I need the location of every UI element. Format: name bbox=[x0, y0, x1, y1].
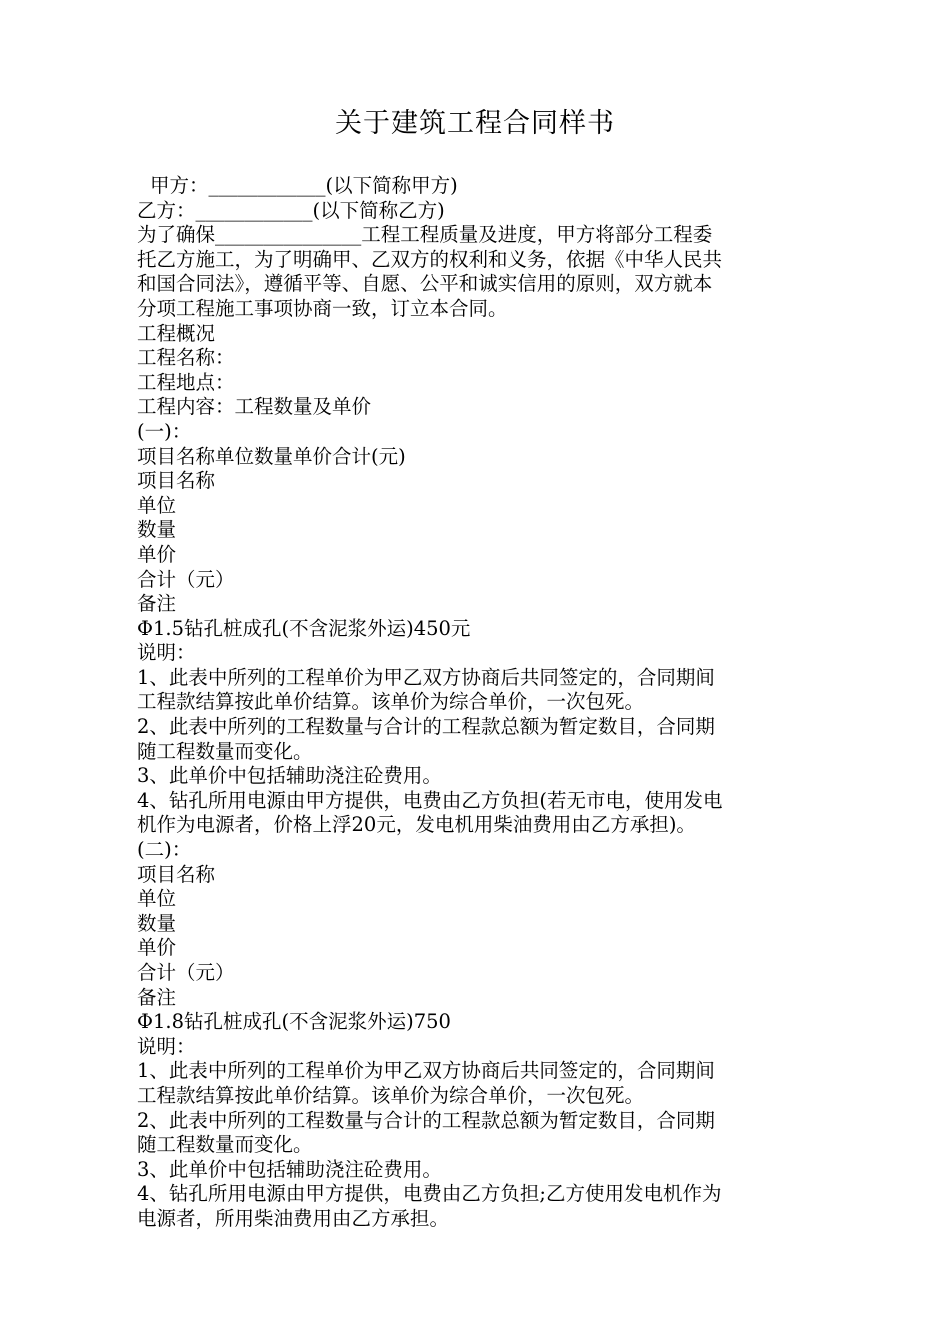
document-title: 关于建筑工程合同样书 bbox=[335, 108, 615, 139]
table-col-total: 合计（元） bbox=[137, 961, 235, 984]
note-3: 3、此单价中包括辅助浇注砼费用。 bbox=[137, 1157, 442, 1181]
table-col-quantity: 数量 bbox=[137, 518, 177, 542]
note-4-line-2: 电源者，所用柴油费用由乙方承担。 bbox=[137, 1206, 450, 1230]
project-name-field: 工程名称： bbox=[137, 346, 235, 370]
note-2-line-2: 随工程数量而变化。 bbox=[137, 1133, 313, 1157]
table-row-item-two: Φ1.8钻孔桩成孔(不含泥浆外运)750 bbox=[137, 1010, 451, 1034]
preamble-line-1: 为了确保_______________工程工程质量及进度，甲方将部分工程委 bbox=[137, 223, 713, 247]
note-2-line-1: 2、此表中所列的工程数量与合计的工程款总额为暂定数目，合同期 bbox=[137, 1108, 715, 1132]
table-row-item-one: Φ1.5钻孔桩成孔(不含泥浆外运)450元 bbox=[137, 616, 471, 640]
preamble-line-2: 托乙方施工，为了明确甲、乙双方的权利和义务，依据《中华人民共 bbox=[137, 247, 723, 271]
project-location-field: 工程地点： bbox=[137, 370, 235, 394]
party-b-line: 乙方：____________(以下简称乙方) bbox=[137, 198, 445, 222]
note-2-line-1: 2、此表中所列的工程数量与合计的工程款总额为暂定数目，合同期 bbox=[137, 715, 715, 739]
note-4-line-1: 4、钻孔所用电源由甲方提供，电费由乙方负担;乙方使用发电机作为 bbox=[137, 1182, 722, 1206]
note-1-line-2: 工程款结算按此单价结算。该单价为综合单价，一次包死。 bbox=[137, 1083, 645, 1107]
note-1-line-1: 1、此表中所列的工程单价为甲乙双方协商后共同签定的，合同期间 bbox=[137, 1059, 715, 1083]
table-col-unit-price: 单价 bbox=[137, 542, 177, 566]
section-heading-overview: 工程概况 bbox=[137, 321, 216, 345]
note-4-line-2: 机作为电源者，价格上浮20元，发电机用柴油费用由乙方承担)。 bbox=[137, 813, 696, 837]
table-col-remarks: 备注 bbox=[137, 985, 177, 1009]
table-header-combined: 项目名称单位数量单价合计(元) bbox=[137, 444, 406, 468]
item-two-heading: (二)： bbox=[137, 838, 192, 862]
project-content-field: 工程内容：工程数量及单价 bbox=[137, 395, 372, 419]
table-col-quantity: 数量 bbox=[137, 911, 177, 935]
party-a-line: 甲方：____________(以下简称甲方) bbox=[150, 174, 458, 197]
preamble-line-3: 和国合同法》，遵循平等、自愿、公平和诚实信用的原则，双方就本 bbox=[137, 272, 713, 296]
table-col-unit: 单位 bbox=[137, 493, 177, 517]
notes-heading: 说明： bbox=[137, 641, 196, 665]
table-col-total: 合计（元） bbox=[137, 567, 235, 591]
note-1-line-1: 1、此表中所列的工程单价为甲乙双方协商后共同签定的，合同期间 bbox=[137, 665, 715, 689]
table-col-item-name: 项目名称 bbox=[137, 862, 216, 886]
preamble-line-4: 分项工程施工事项协商一致，订立本合同。 bbox=[137, 296, 508, 320]
note-3: 3、此单价中包括辅助浇注砼费用。 bbox=[137, 764, 442, 788]
table-col-item-name: 项目名称 bbox=[137, 469, 216, 493]
table-col-remarks: 备注 bbox=[137, 592, 177, 616]
table-col-unit: 单位 bbox=[137, 887, 177, 911]
note-2-line-2: 随工程数量而变化。 bbox=[137, 739, 313, 763]
notes-heading: 说明： bbox=[137, 1034, 196, 1058]
item-one-heading: (一)： bbox=[137, 419, 192, 443]
document-body bbox=[137, 174, 827, 1232]
note-1-line-2: 工程款结算按此单价结算。该单价为综合单价，一次包死。 bbox=[137, 690, 645, 714]
table-col-unit-price: 单价 bbox=[137, 936, 177, 960]
note-4-line-1: 4、钻孔所用电源由甲方提供，电费由乙方负担(若无市电，使用发电 bbox=[137, 788, 723, 812]
